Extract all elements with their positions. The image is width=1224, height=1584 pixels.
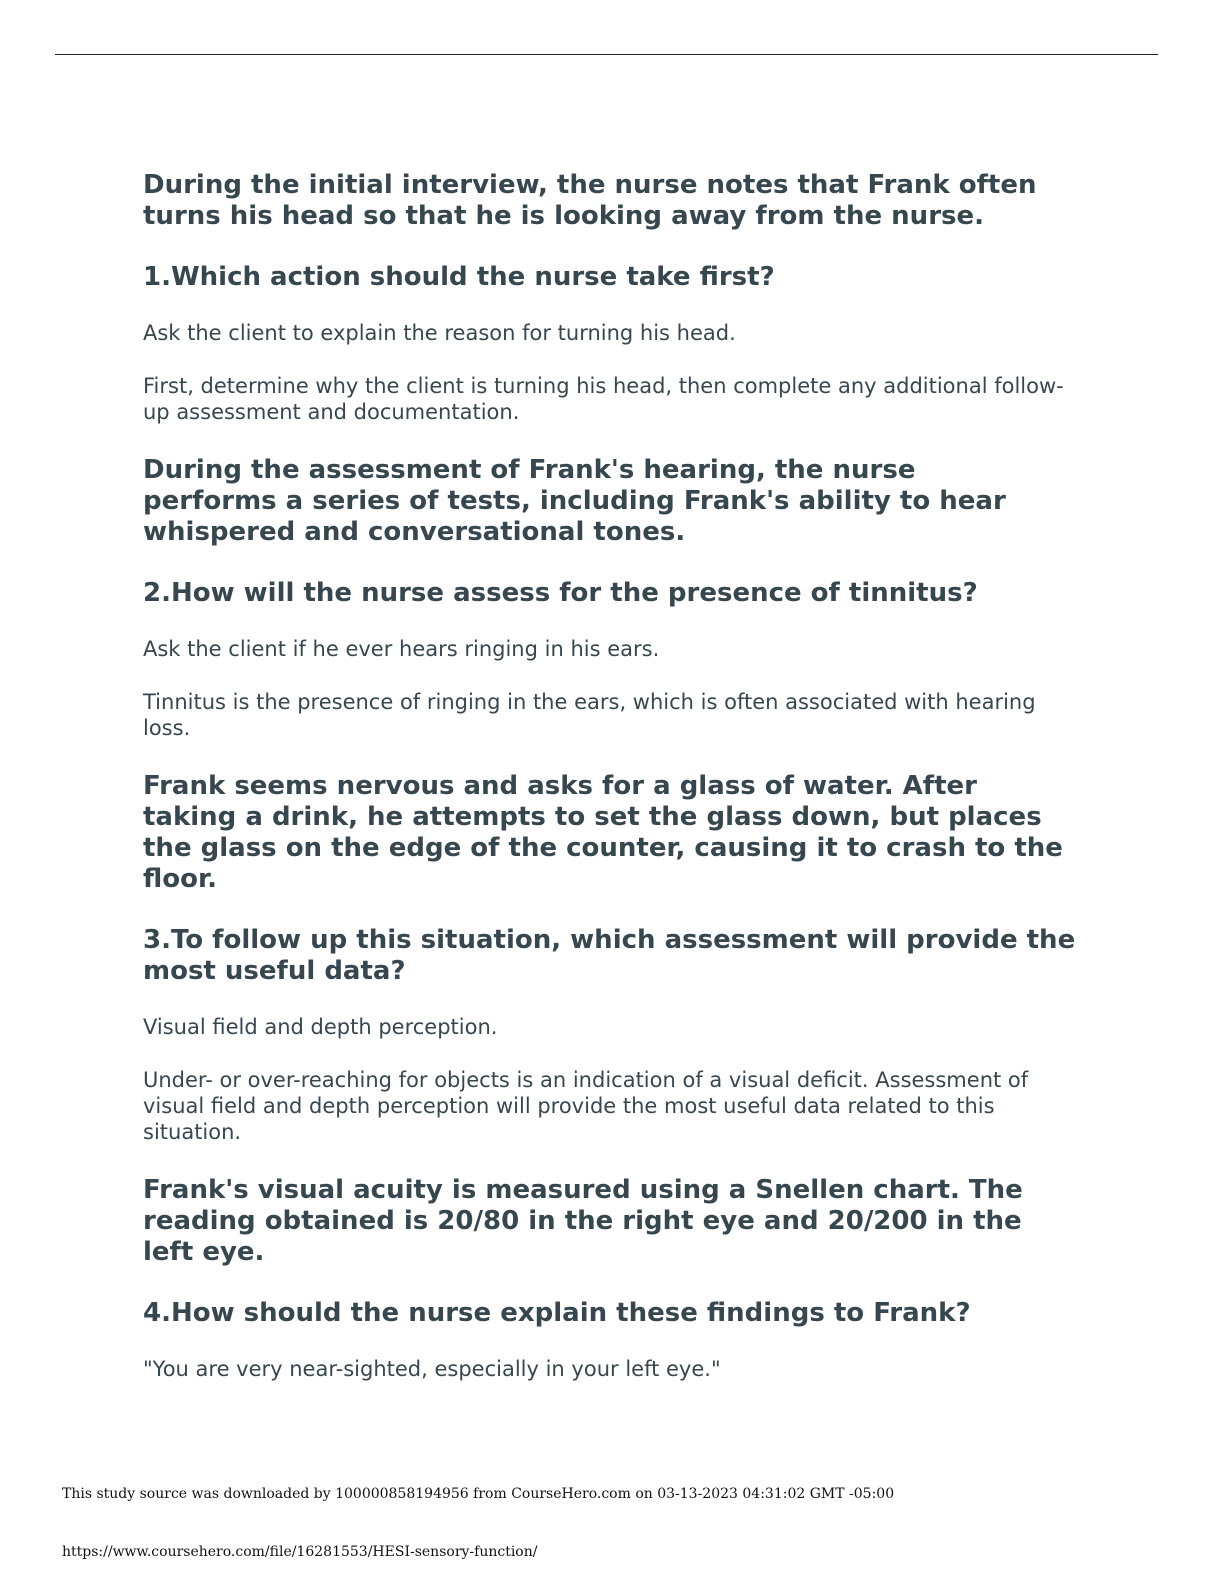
scenario-1: During the initial interview, the nurse notes that Frank often turns his head so that he is looking away from the nurse.: [143, 170, 1037, 231]
question-1: 1.Which action should the nurse take first?: [143, 262, 775, 292]
rationale-3: Under- or over-reaching for objects is an indication of a visual deficit. Assessment of visual field and depth perception will provide the most useful data related to this situation.: [143, 1068, 1029, 1144]
answer-2: Ask the client if he ever hears ringing in his ears.: [143, 637, 660, 661]
rationale-1: First, determine why the client is turning his head, then complete any additional follow-up assessment and documentation.: [143, 374, 1064, 424]
scenario-3: Frank seems nervous and asks for a glass of water. After taking a drink, he attempts to set the glass down, but places the glass on the edge of the counter, causing it to crash to the floor.: [143, 771, 1063, 894]
answer-4: "You are very near-sighted, especially in your left eye.": [143, 1357, 721, 1381]
scenario-2: During the assessment of Frank's hearing, the nurse performs a series of tests, including Frank's ability to hear whispered and conversational tones.: [143, 455, 1006, 547]
question-2: 2.How will the nurse assess for the presence of tinnitus?: [143, 578, 978, 608]
answer-1: Ask the client to explain the reason for turning his head.: [143, 321, 736, 345]
source-url[interactable]: https://www.coursehero.com/file/16281553/HESI-sensory-function/: [62, 1544, 538, 1560]
question-3: 3.To follow up this situation, which assessment will provide the most useful data?: [143, 925, 1076, 986]
top-divider: [55, 54, 1158, 55]
answer-3: Visual field and depth perception.: [143, 1015, 498, 1039]
download-notice: This study source was downloaded by 100000858194956 from CourseHero.com on 03-13-2023 04:31:02 GMT -05:00: [62, 1486, 895, 1502]
document-body: [143, 170, 1083, 1382]
rationale-2: Tinnitus is the presence of ringing in the ears, which is often associated with hearing loss.: [143, 690, 1036, 740]
question-4: 4.How should the nurse explain these findings to Frank?: [143, 1298, 971, 1328]
scenario-4: Frank's visual acuity is measured using a Snellen chart. The reading obtained is 20/80 in the right eye and 20/200 in the left eye.: [143, 1175, 1023, 1267]
